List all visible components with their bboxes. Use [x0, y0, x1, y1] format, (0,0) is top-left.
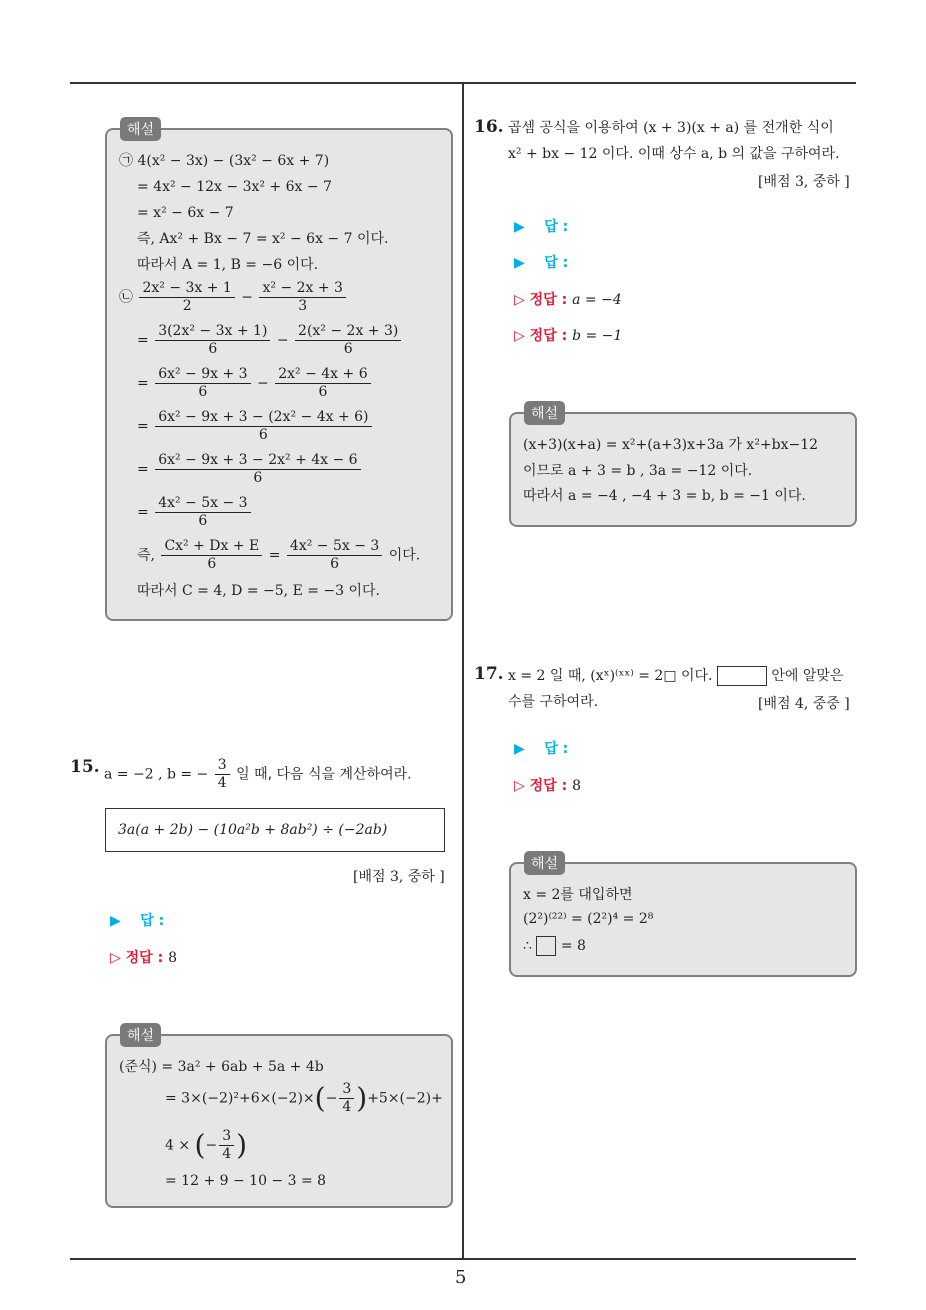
numerator: 3	[215, 757, 230, 775]
denominator: 6	[198, 384, 208, 400]
denominator: 6	[207, 556, 217, 572]
correct-label: 정답 :	[529, 328, 568, 344]
numerator: 6x² − 9x + 3 − (2x² − 4x + 6)	[155, 409, 371, 427]
column-divider	[462, 83, 464, 1260]
solution-box-prev	[105, 128, 453, 621]
sol-step	[137, 323, 403, 358]
numerator: 4x² − 5x − 3	[155, 495, 250, 513]
fraction	[155, 366, 250, 401]
denominator: 6	[318, 384, 328, 400]
question-number: 15.	[70, 757, 100, 777]
numerator: 6x² − 9x + 3	[155, 366, 250, 384]
numerator: 4x² − 5x − 3	[287, 538, 382, 556]
answer-row	[514, 252, 568, 272]
sol-line: x = 2를 대입하면	[523, 887, 633, 903]
fraction	[155, 409, 371, 444]
sol-word: 즉,	[137, 547, 155, 564]
correct-answer-row	[514, 325, 622, 345]
correct-answer-row	[514, 775, 581, 795]
numerator: 2x² − 3x + 1	[139, 280, 234, 298]
answer-blank	[717, 666, 767, 686]
denominator: 4	[342, 1099, 352, 1115]
sol-line: = 4x² − 12x − 3x² + 6x − 7	[137, 179, 332, 195]
correct-label: 정답 :	[529, 778, 568, 794]
question-line: 곱셈 공식을 이용하여 (x + 3)(x + a) 를 전개한 식이	[508, 120, 834, 136]
denominator: 6	[253, 470, 263, 486]
solution-box-16	[509, 412, 857, 527]
operator: −	[205, 1137, 218, 1154]
operator: −	[325, 1090, 338, 1107]
question-number: 16.	[474, 117, 504, 137]
solution-tag: 해설	[524, 851, 565, 875]
prompt-text: a = −2 , b = −	[104, 766, 209, 783]
correct-label: 정답 :	[529, 292, 568, 308]
sol-line: = x² − 6x − 7	[137, 205, 234, 221]
answer-label: 답 :	[544, 255, 569, 271]
sol-line: ㉠ 4(x² − 3x) − (3x² − 6x + 7)	[119, 153, 330, 169]
correct-answer-row	[110, 947, 177, 967]
prompt-text: 안에 알맞은	[771, 668, 844, 684]
fraction	[295, 323, 401, 358]
sol-line: (2²)⁽²²⁾ = (2²)⁴ = 2⁸	[523, 911, 654, 927]
play-icon: ▶	[514, 741, 525, 757]
fraction	[219, 1128, 234, 1163]
solution-tag: 해설	[120, 117, 161, 141]
paren-close: )	[236, 1128, 248, 1162]
sol-step	[165, 1081, 443, 1116]
solution-box-17	[509, 862, 857, 977]
answer-row	[514, 216, 568, 236]
numerator: 3(2x² − 3x + 1)	[155, 323, 270, 341]
expression: 3a(a + 2b) − (10a²b + 8ab²) ÷ (−2ab)	[118, 822, 388, 838]
therefore-symbol: ∴	[523, 938, 532, 954]
numerator: 6x² − 9x + 3 − 2x² + 4x − 6	[155, 452, 360, 470]
page-number: 5	[455, 1267, 467, 1288]
play-icon: ▶	[514, 219, 525, 235]
paren-close: )	[356, 1081, 368, 1115]
sol-text: +5×(−2)+	[367, 1090, 443, 1107]
sol-text: = 3×(−2)²+6×(−2)×	[165, 1090, 315, 1107]
correct-label: 정답 :	[125, 950, 164, 966]
solution-tag: 해설	[120, 1023, 161, 1047]
operator: −	[257, 375, 269, 392]
denominator: 6	[198, 513, 208, 529]
numerator: 2(x² − 2x + 3)	[295, 323, 401, 341]
sol-line: = 12 + 9 − 10 − 3 = 8	[165, 1173, 327, 1189]
fraction	[259, 280, 345, 315]
answer-row	[110, 910, 164, 930]
score-meta: [배점 3, 중하 ]	[353, 869, 445, 885]
denominator: 3	[298, 298, 308, 314]
sol-line: (x+3)(x+a) = x²+(a+3)x+3a 가 x²+bx−12	[523, 437, 819, 453]
sol-line: 따라서 a = −4 , −4 + 3 = b, b = −1 이다.	[523, 488, 806, 504]
sol-step	[137, 495, 253, 530]
denominator: 4	[222, 1146, 232, 1162]
correct-value: 8	[168, 950, 177, 966]
sol-step	[137, 452, 363, 487]
sol-line: 이므로 a + 3 = b , 3a = −12 이다.	[523, 463, 753, 479]
correct-value: 8	[572, 778, 581, 794]
answer-label: 답 :	[544, 741, 569, 757]
prompt-text: x = 2 일 때, (xˣ)⁽ˣˣ⁾ = 2□ 이다.	[508, 668, 713, 684]
sol-step	[137, 538, 420, 573]
operator: −	[276, 332, 289, 349]
operator: =	[137, 418, 149, 435]
numerator: x² − 2x + 3	[259, 280, 345, 298]
paren-open: (	[314, 1081, 326, 1115]
paren-open: (	[194, 1128, 206, 1162]
sol-line: 따라서 C = 4, D = −5, E = −3 이다.	[137, 583, 381, 599]
fraction	[139, 280, 234, 315]
fraction	[215, 757, 230, 792]
question-line	[508, 666, 843, 686]
correct-value: b = −1	[572, 328, 623, 344]
correct-answer-row	[514, 289, 622, 309]
play-icon: ▶	[110, 913, 121, 929]
question-line: 수를 구하여라.	[508, 694, 599, 710]
numerator: Cx² + Dx + E	[161, 538, 262, 556]
sol-line: (준식) = 3a² + 6ab + 5a + 4b	[119, 1059, 324, 1075]
operator: =	[268, 547, 281, 564]
answer-square	[536, 936, 556, 956]
solution-box-15	[105, 1034, 453, 1208]
sol-text: = 8	[560, 938, 586, 954]
sol-step	[137, 409, 374, 444]
numerator: 2x² − 4x + 6	[275, 366, 370, 384]
play-outline-icon: ▷	[514, 292, 525, 308]
fraction	[287, 538, 382, 573]
circled-marker: ㉡	[119, 289, 133, 306]
numerator: 3	[339, 1081, 354, 1099]
numerator: 3	[219, 1128, 234, 1146]
fraction	[339, 1081, 354, 1116]
question-number: 17.	[474, 664, 504, 684]
play-icon: ▶	[514, 255, 525, 271]
score-meta: [배점 4, 중중 ]	[758, 696, 850, 712]
answer-label: 답 :	[140, 913, 165, 929]
sol-step	[523, 936, 586, 956]
denominator: 6	[258, 427, 268, 443]
operator: =	[137, 504, 149, 521]
fraction	[155, 323, 270, 358]
play-outline-icon: ▷	[514, 778, 525, 794]
denominator: 2	[182, 298, 192, 314]
correct-value: a = −4	[572, 292, 622, 308]
sol-step	[119, 280, 348, 315]
denominator: 4	[217, 775, 227, 791]
sol-line: 즉, Ax² + Bx − 7 = x² − 6x − 7 이다.	[137, 231, 389, 247]
sol-word: 이다.	[388, 547, 421, 564]
operator: =	[137, 332, 149, 349]
score-meta: [배점 3, 중하 ]	[758, 174, 850, 190]
play-outline-icon: ▷	[514, 328, 525, 344]
fraction	[155, 452, 360, 487]
sol-step	[165, 1128, 247, 1163]
denominator: 6	[343, 341, 353, 357]
sol-text: 4 ×	[165, 1137, 191, 1154]
denominator: 6	[208, 341, 218, 357]
question-prompt	[104, 757, 412, 792]
fraction	[275, 366, 370, 401]
fraction	[161, 538, 262, 573]
sol-step	[137, 366, 373, 401]
operator: −	[241, 289, 254, 306]
answer-label: 답 :	[544, 219, 569, 235]
expression-box	[105, 808, 445, 852]
play-outline-icon: ▷	[110, 950, 121, 966]
prompt-text: 일 때, 다음 식을 계산하여라.	[236, 766, 412, 783]
fraction	[155, 495, 250, 530]
operator: =	[137, 375, 149, 392]
operator: =	[137, 461, 149, 478]
sol-line: 따라서 A = 1, B = −6 이다.	[137, 257, 319, 273]
answer-row	[514, 738, 568, 758]
solution-tag: 해설	[524, 401, 565, 425]
question-line: x² + bx − 12 이다. 이때 상수 a, b 의 값을 구하여라.	[508, 146, 840, 162]
denominator: 6	[330, 556, 340, 572]
